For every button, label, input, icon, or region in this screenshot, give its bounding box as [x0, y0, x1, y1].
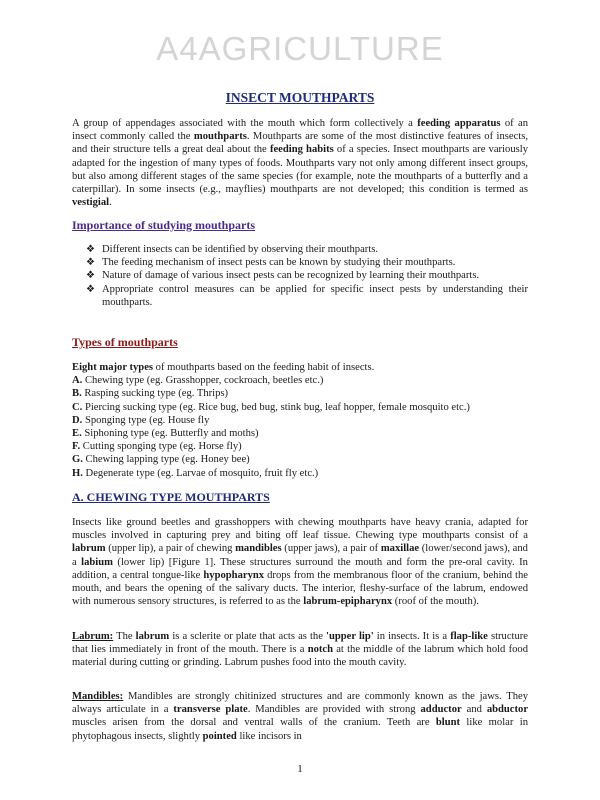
importance-list: [86, 243, 528, 309]
chewing-heading: A. CHEWING TYPE MOUTHPARTS: [72, 490, 270, 504]
mandibles-paragraph: Mandibles: Mandibles are strongly chitinized structures and are commonly known as the jaws. They always articulate in a transverse plate. Mandibles are provided with strong adductor and abductor muscles arisen from the dorsal and ventral walls of the cranium. Teeth are blunt like molar in phytophagous insects, slightly pointed like incisors in: [72, 691, 529, 742]
importance-heading: Importance of studying mouthparts: [72, 218, 256, 232]
diamond-bullet-icon: ❖: [86, 270, 95, 282]
diamond-bullet-icon: ❖: [86, 244, 95, 255]
types-lead: Eight major types of mouthparts based on the feeding habit of insects.: [72, 362, 375, 373]
types-heading: Types of mouthparts: [72, 335, 178, 349]
list-item: ❖ The feeding mechanism of insect pests can be known by studying their mouthparts.: [86, 257, 456, 269]
list-item: ❖ Nature of damage of various insect pests can be recognized by learning their mouthparts.: [86, 270, 480, 282]
labrum-paragraph: Labrum: The labrum is a sclerite or plate that acts as the 'upper lip' in insects. It is a flap-like structure that lies immediately in front of the mouth. There is a notch at the middle of the labrum which hold food material during cutting or grinding. Labrum pushes food into the mouth cavity.: [72, 631, 529, 669]
labrum-term: Labrum:: [72, 631, 114, 642]
list-item: F. Cutting sponging type (eg. Horse fly): [72, 441, 242, 453]
mandibles-term: Mandibles:: [72, 691, 124, 702]
list-item: B. Rasping sucking type (eg. Thrips): [72, 388, 229, 400]
list-item: A. Chewing type (eg. Grasshopper, cockroach, beetles etc.): [72, 375, 324, 387]
list-item: ❖ Different insects can be identified by observing their mouthparts.: [86, 244, 379, 255]
list-item: H. Degenerate type (eg. Larvae of mosquito, fruit fly etc.): [72, 467, 319, 479]
list-item: D. Sponging type (eg. House fly: [72, 414, 210, 426]
page-number: 1: [297, 763, 303, 775]
list-item: C. Piercing sucking type (eg. Rice bug, bed bug, stink bug, leaf hopper, female mosquito etc.): [72, 401, 470, 413]
page-title: INSECT MOUTHPARTS: [225, 90, 375, 105]
intro-paragraph: A group of appendages associated with the mouth which form collectively a feeding apparatus of an insect commonly called the mouthparts. Mouthparts are some of the most distinctive features of insects, and their structure tells a great deal about the feeding habits of a species. Insect mouthparts are variously adapted for the ingestion of many types of foods. Mouthparts vary not only among different insect groups, but also among different stages of the same species (for example, note the mouthparts of a butterfly and a caterpillar). In some insects (e.g., mayflies) mouthparts are not developed; this condition is termed as vestigial.: [72, 118, 528, 209]
list-item: E. Siphoning type (eg. Butterfly and moths): [72, 428, 259, 440]
list-item: ❖ Appropriate control measures can be applied for specific insect pests by understanding their mouthparts.: [86, 283, 528, 308]
list-item: G. Chewing lapping type (eg. Honey bee): [72, 454, 250, 466]
chewing-paragraph: Insects like ground beetles and grasshoppers with chewing mouthparts have heavy crania, adapted for muscles involved in capturing prey and biting off leaf tissue. Chewing type mouthparts consist of a labrum (upper lip), a pair of chewing mandibles (upper jaws), a pair of maxillae (lower/second jaws), and a labium (lower lip) [Figure 1]. These structures surround the mouth and form the pre-oral cavity. In addition, a central tongue-like hypopharynx drops from the membranous floor of the cranium, behind the mouth, and bears the opening of the salivary ducts. The interior, fleshy-surface of the labrum, endowed with numerous sensory structures, is referred to as the labrum-epipharynx (roof of the mouth).: [72, 517, 528, 608]
diamond-bullet-icon: ❖: [86, 257, 95, 269]
types-list: [72, 361, 542, 480]
watermark: A4AGRICULTURE: [156, 30, 444, 67]
diamond-bullet-icon: ❖: [86, 283, 95, 295]
